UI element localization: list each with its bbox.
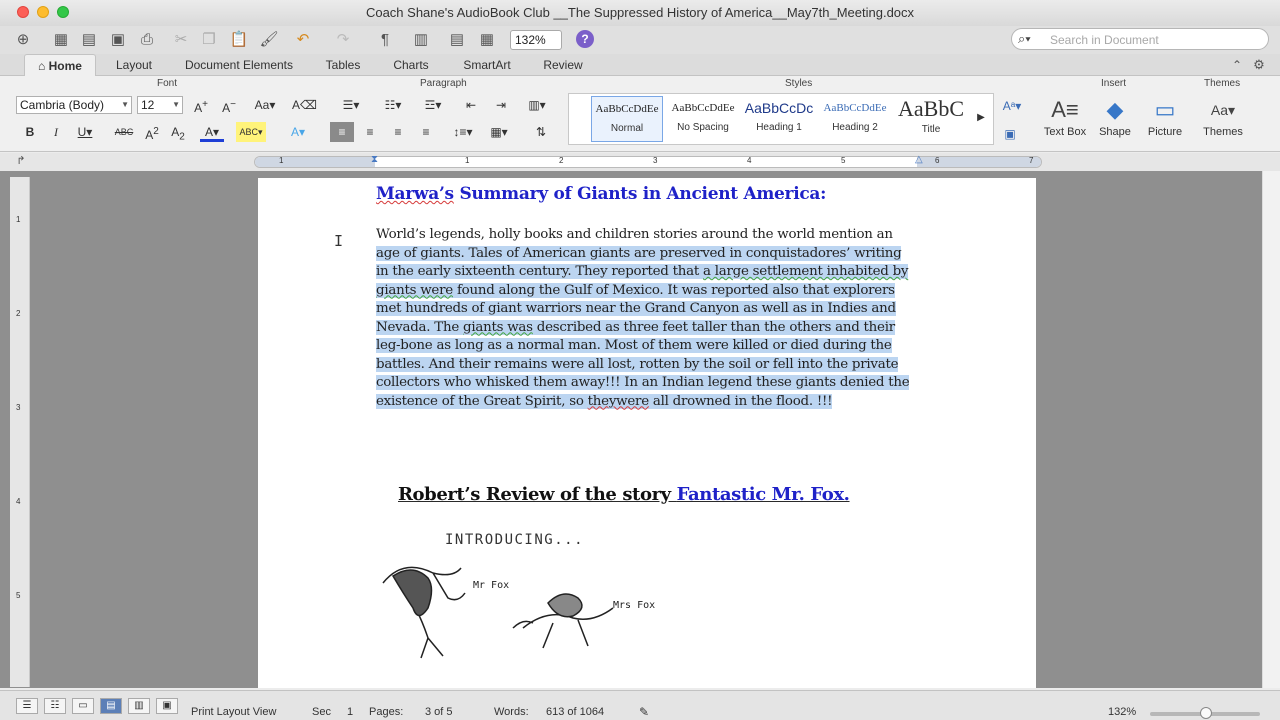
sidebar-icon[interactable]: ▤ [449,31,465,48]
cut-icon[interactable]: ✂ [174,31,188,48]
styles-group-label: Styles [785,78,813,89]
text-effects-icon[interactable]: A▾ [290,125,306,139]
styles-pane-icon[interactable]: Aᵃ▾ [1002,99,1022,113]
templates-icon[interactable]: ▦ [53,31,69,48]
vertical-ruler[interactable]: 1 2 3 4 5 [10,177,30,687]
document-page[interactable] [258,178,1036,688]
bullets-icon[interactable]: ☰▾ [342,98,360,112]
publishing-view-button[interactable]: ▭ [72,698,94,714]
left-indent-marker[interactable]: ⧗ [371,154,379,165]
insert-text-box-button[interactable]: A≡ Text Box [1040,94,1090,138]
mr-fox-label: Mr Fox [473,580,510,591]
mrs-fox-label: Mrs Fox [613,600,656,611]
shading-icon[interactable]: ▦▾ [490,125,508,139]
copy-icon[interactable]: ❐ [202,31,216,48]
draft-view-button[interactable]: ☰ [16,698,38,714]
zoom-percent: 132% [1108,706,1137,718]
fox-sketch [373,528,663,688]
ribbon-tabs [0,54,1280,76]
text-box-icon: A≡ [1051,97,1079,122]
paragraph-line: Nevada. The giants was described as three feet taller than the others and their [376,319,895,335]
change-case-icon[interactable]: Aa▾ [254,98,276,112]
redo-icon[interactable]: ↷ [336,31,350,48]
paragraph-line: age of giants. Tales of American giants are preserved in conquistadores’ writing [376,245,902,261]
columns-icon[interactable]: ▥▾ [528,98,546,112]
font-name-select[interactable]: Cambria (Body) ▼ [16,96,132,114]
vertical-scrollbar[interactable] [1262,171,1280,688]
giants-paragraph[interactable] [376,226,921,411]
pages-value: 3 of 5 [425,706,453,718]
themes-button[interactable]: Aa▾ Themes [1198,94,1248,138]
style-normal[interactable]: AaBbCcDdEe Normal [591,96,663,142]
print-layout-view-button[interactable]: ▤ [100,698,122,714]
toolbox-icon[interactable]: ▦ [479,31,495,48]
style-heading-1[interactable]: AaBbCcDc Heading 1 [744,100,814,133]
fantastic-mr-fox-illustration: INTRODUCING... Mr Fox Mrs Fox [373,528,663,688]
decrease-indent-icon[interactable]: ⇤ [465,98,477,112]
view-mode-label: Print Layout View [191,706,277,718]
tab-stop-selector-icon[interactable]: ↱ [16,155,26,167]
new-document-icon[interactable]: ⊕ [16,31,30,48]
right-indent-marker[interactable]: △ [915,154,923,165]
ribbon [0,76,1280,152]
themes-group-label: Themes [1204,78,1241,89]
quick-access-toolbar [0,26,1280,54]
bold-button[interactable]: B [25,125,35,139]
words-value: 613 of 1064 [546,706,605,718]
tab-review[interactable]: Review [543,58,583,72]
numbering-icon[interactable]: ☷▾ [384,98,402,112]
horizontal-ruler-row [0,153,1280,171]
strikethrough-button[interactable]: ABC [114,127,134,137]
style-heading-2[interactable]: AaBbCcDdEe Heading 2 [823,102,887,133]
style-title[interactable]: AaBbC Title [898,96,964,135]
paragraph-line: in the early sixteenth century. They reported that a large settlement inhabited by [376,264,909,279]
i-beam-cursor: I [334,232,344,250]
align-center-button[interactable]: ≡ [366,125,374,139]
justify-button[interactable]: ≡ [422,125,430,139]
zoom-select[interactable]: 132% [510,30,562,50]
quick-styles-icon[interactable]: ▣ [1004,127,1016,141]
view-options-icon[interactable]: ▥ [413,31,429,48]
tab-document-elements[interactable]: Document Elements [184,58,294,72]
italic-button[interactable]: I [54,125,58,139]
subscript-button[interactable]: $A_2$ [171,125,185,143]
zoom-slider-knob[interactable] [1200,707,1212,719]
tab-tables[interactable]: Tables [325,58,361,72]
status-bar [0,690,1280,720]
font-size-select[interactable]: 12 ▼ [137,96,183,114]
picture-icon: ▭ [1154,97,1176,122]
horizontal-ruler[interactable]: 1 ⧗ 1 2 3 4 5 △ 6 7 [254,156,1042,168]
section-label: Sec [312,706,331,718]
paragraph-line: leg-bone as long as a normal man. Most of them were killed or died during the [376,338,892,353]
tab-home[interactable]: ⌂ Home [24,54,96,76]
shape-icon: ◆ [1106,97,1124,122]
styles-gallery [568,93,994,145]
paste-icon[interactable]: 📋 [229,31,249,48]
close-window-button[interactable] [17,6,29,18]
focus-view-button[interactable]: ▣ [156,698,178,714]
shrink-font-icon[interactable]: A− [222,99,236,115]
clear-formatting-icon[interactable]: A⌫ [292,98,317,112]
search-icon: ⌕▾ [1018,31,1031,46]
increase-indent-icon[interactable]: ⇥ [495,98,507,112]
line-spacing-icon[interactable]: ↕≡▾ [453,125,473,139]
notebook-view-button[interactable]: ▥ [128,698,150,714]
zoom-slider[interactable] [1150,712,1260,716]
window-title: Coach Shane's AudioBook Club __The Suppressed History of America__May7th_Meeting.docx [365,5,915,20]
superscript-button[interactable]: $A^2$ [145,126,159,142]
paragraph-line: battles. And their remains were all lost, rotten by the soil or fell into the private [376,356,899,372]
align-right-button[interactable]: ≡ [394,125,402,139]
paragraph-line: met hundreds of giant warriors near the Grand Canyon as well as in Indies and [376,301,896,316]
sort-icon[interactable]: ⇅ [535,125,547,139]
font-color-icon[interactable]: A▾ [200,122,224,142]
undo-icon[interactable]: ↶ [296,31,310,48]
multilevel-list-icon[interactable]: ☲▾ [424,98,442,112]
maximize-window-button[interactable] [57,6,69,18]
ribbon-settings-icon[interactable]: ⚙ [1253,57,1265,72]
styles-next-icon[interactable]: ▶ [977,112,985,123]
tab-charts[interactable]: Charts [393,58,429,72]
insert-shape-button[interactable]: ◆ Shape [1090,94,1140,138]
themes-icon: Aa▾ [1210,102,1236,118]
collapse-ribbon-icon[interactable]: ⌃ [1231,58,1243,72]
paragraph-group-label: Paragraph [420,78,467,89]
paragraph-line: giants were found along the Gulf of Mexico. It was reported also that explorers [376,282,895,298]
style-no-spacing[interactable]: AaBbCcDdEe No Spacing [671,102,735,133]
paragraph-line: World’s legends, holly books and children stories around the world mention an [376,227,893,242]
grow-font-icon[interactable]: A+ [194,99,208,115]
highlight-icon[interactable]: ABC▾ [236,122,266,142]
help-button[interactable]: ? [576,30,594,48]
paragraph-line: existence of the Great Spirit, so theywere all drowned in the flood. !!! [376,393,833,409]
show-paragraph-marks-icon[interactable]: ¶ [380,31,390,48]
search-in-document[interactable]: ⌕▾ Search in Document [1011,28,1269,50]
paragraph-line: collectors who whisked them away!!! In an Indian legend these giants denied the [376,375,910,390]
font-group-label: Font [157,78,178,89]
align-left-button[interactable]: ≡ [330,122,354,142]
print-icon[interactable]: ⎙ [140,31,153,48]
robert-heading: Robert’s Review of the story Fantastic Mr. Fox. [398,484,850,505]
open-icon[interactable]: ▤ [81,31,97,48]
tab-smartart[interactable]: SmartArt [463,58,511,72]
marwa-heading: Marwa’s Summary of Giants in Ancient America: [376,184,827,204]
minimize-window-button[interactable] [37,6,49,18]
insert-picture-button[interactable]: ▭ Picture [1140,94,1190,138]
words-label: Words: [494,706,529,718]
outline-view-button[interactable]: ☷ [44,698,66,714]
underline-button[interactable]: U▾ [77,125,93,139]
insert-group-label: Insert [1101,78,1127,89]
tab-layout[interactable]: Layout [115,58,153,72]
save-icon[interactable]: ▣ [110,31,126,48]
pages-label: Pages: [369,706,404,718]
format-painter-icon[interactable]: 🖌 [259,31,279,48]
title-bar [0,0,1280,26]
proofing-icon[interactable]: ✎ [639,705,650,719]
section-value: 1 [347,706,354,718]
